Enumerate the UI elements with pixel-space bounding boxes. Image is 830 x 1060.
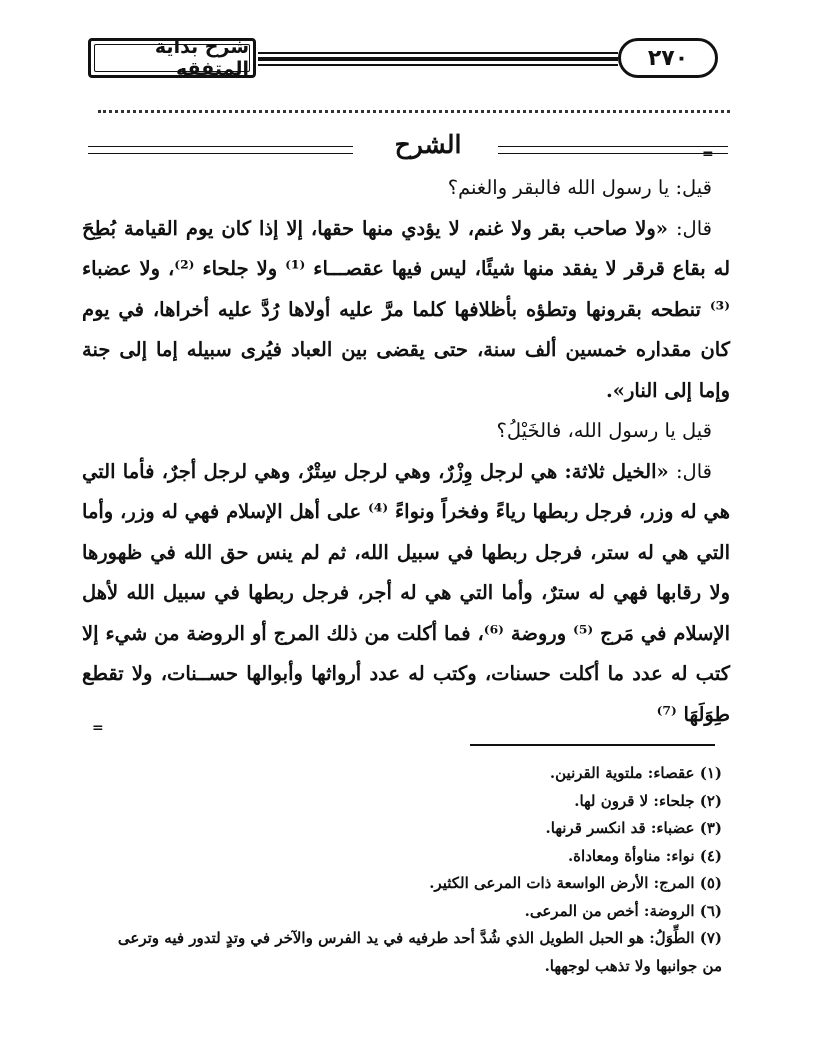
- answer-text: «ولا صاحب بقر ولا غنم، لا يؤدي منها حقها، إلا إذا كان يوم القيامة بُطِحَ له بقاع قرقر لا يفقد منها شيئًا، ليس فيها عقصـــاء ⁽¹⁾ ولا جلحاء ⁽²⁾، ولا عضباء ⁽³⁾ تنطحه بقرونها وتطؤه بأظلافها كلما مرَّ عليه أولاها رُدَّ عليه أخراها، في يوم كان مقداره خمسين ألف سنة، حتى يقضى بين العباد فيُرى سبيله إما إلى جنة وإما إلى النار».: [82, 216, 731, 402]
- paragraph-question-2: قيل يا رسول الله، فالخَيْلُ؟: [496, 419, 712, 442]
- page-header: [88, 38, 738, 84]
- footnote-1: (١) عقصاء: ملتوية القرنين.: [549, 764, 722, 782]
- answer-text: «الخيل ثلاثة: هي لرجل وِزْرٌ، وهي لرجل سِتْرٌ، وهي لرجل أجرٌ، فأما التي هي له وزر، فرجل ربطها رياءً وفخراً ونواءً ⁽⁴⁾ على أهل الإسلام فهي له وزر، وأما التي هي له ستر، فرجل ربطها في سبيل الله، ثم لم ينس حق الله في ظهورها ولا رقابها فهي له سترٌ، وأما التي هي له أجر، فرجل ربطها في سبيل الله لأهل الإسلام في مَرج ⁽⁵⁾ وروضة ⁽⁶⁾، فما أكلت من ذلك المرج أو الروضة من شيء إلا كتب له عدد ما أكلت حسنات، وكتب له عدد أرواثها وأبوالها حســنات، ولا تقطع طِوَلَهَا ⁽⁷⁾: [82, 459, 730, 726]
- section-heading: [88, 130, 728, 164]
- answer-lead: قال:: [675, 459, 712, 483]
- footnotes: [92, 760, 722, 980]
- paragraph-question-1: قيل: يا رسول الله فالبقر والغنم؟: [447, 176, 712, 199]
- footnote-3: (٣) عضباء: قد انكسر قرنها.: [545, 819, 722, 837]
- body-text: [82, 168, 730, 735]
- footnote-rule: [470, 744, 715, 746]
- heading-rule-right: [498, 146, 728, 154]
- book-title-box: [88, 38, 256, 78]
- footnote-4: (٤) نواء: مناوأة ومعاداة.: [567, 846, 722, 865]
- section-title: الشرح: [394, 130, 462, 159]
- dotted-divider: [98, 106, 730, 113]
- paragraph-answer-2: [82, 452, 730, 736]
- header-rule: [258, 52, 618, 68]
- footnote-7-continued: من جوانبها ولا تذهب لوجهها.: [544, 956, 722, 975]
- page-number: ٢٧٠: [618, 38, 718, 78]
- book-title: شرح بداية المتفقه: [94, 44, 250, 72]
- footnote-2: (٢) جلحاء: لا قرون لها.: [574, 791, 722, 810]
- heading-rule-left: [88, 146, 353, 154]
- footnote-5: (٥) المرج: الأرض الواسعة ذات المرعى الكثير.: [429, 874, 722, 892]
- answer-lead: قال:: [675, 216, 712, 240]
- section-mark: =: [702, 146, 714, 162]
- paragraph-answer-1: [82, 209, 730, 412]
- footnote-6: (٦) الروضة: أخص من المرعى.: [524, 901, 722, 920]
- end-mark: =: [92, 720, 104, 736]
- footnote-7: (٧) الطِّوَلُ: هو الحبل الطويل الذي شُدَّ أحد طرفيه في يد الفرس والآخر في وتدٍ لتدور فيه وترعى: [117, 929, 722, 947]
